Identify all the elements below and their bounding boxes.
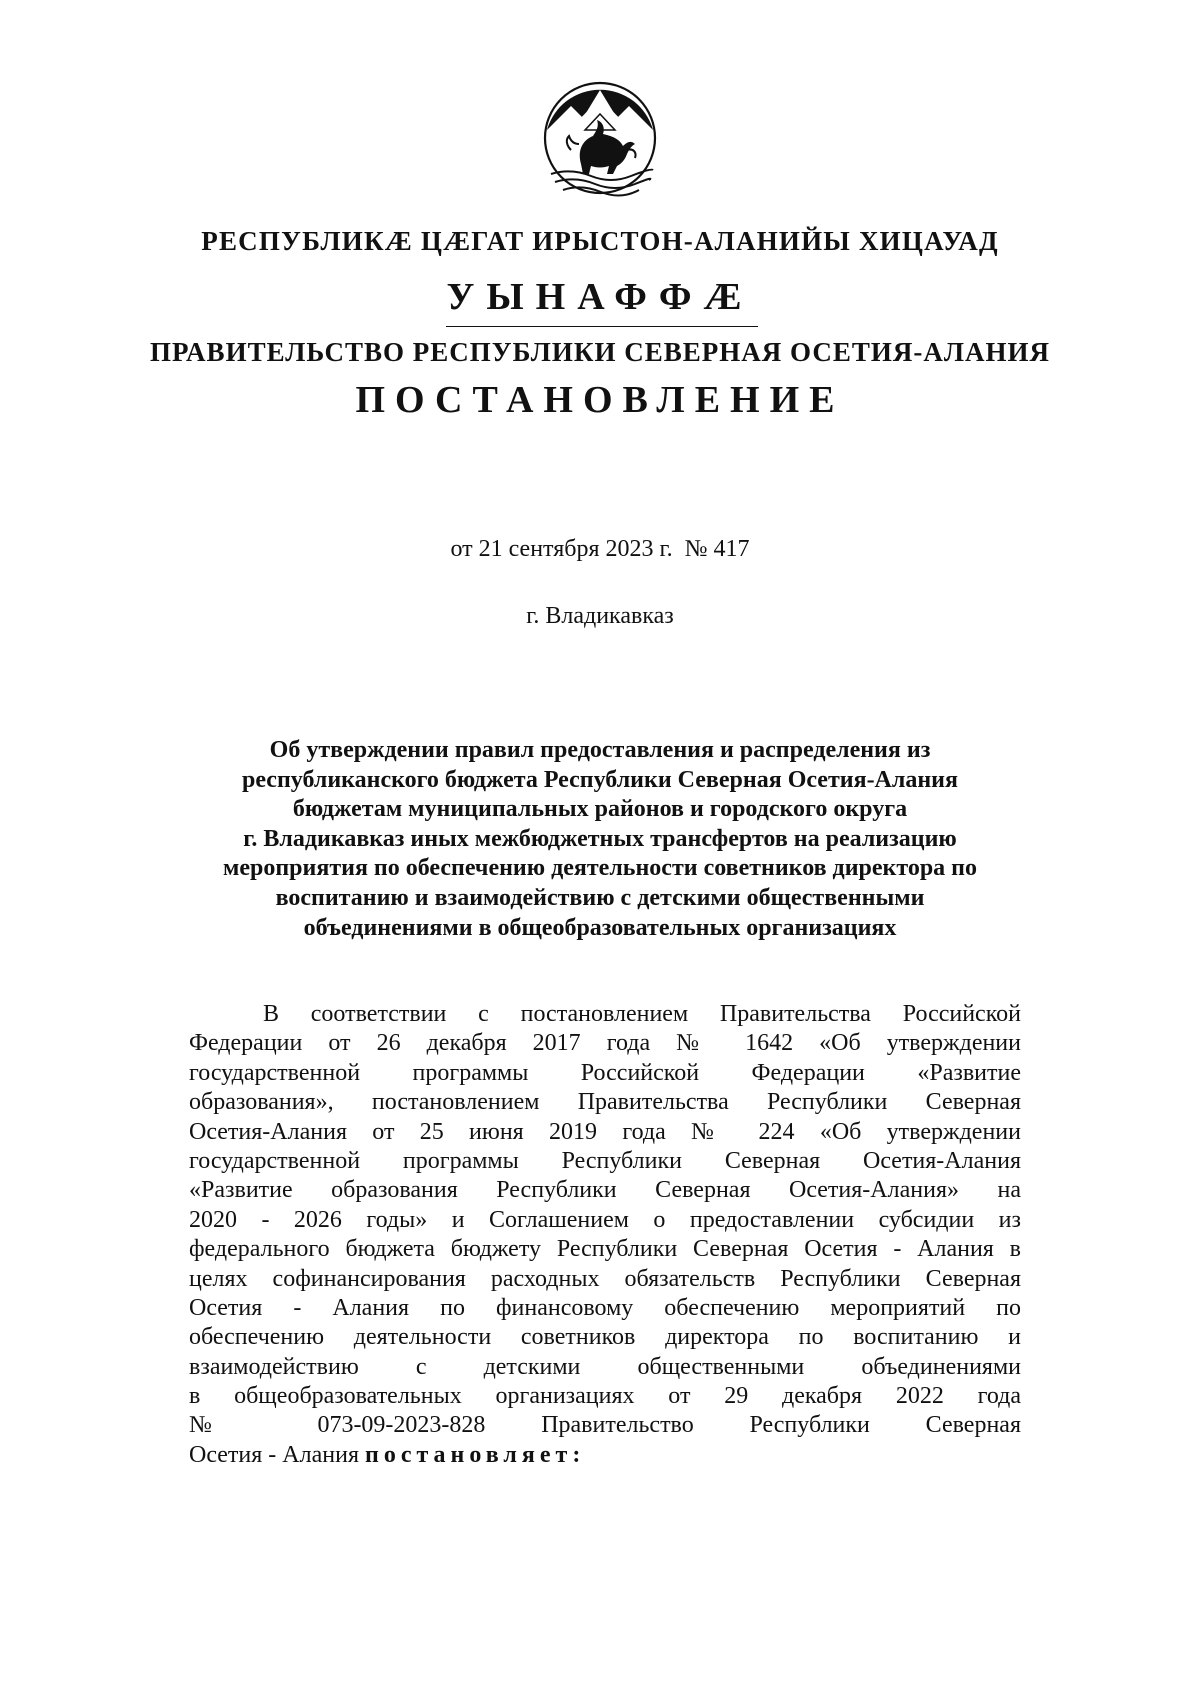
- title-line: г. Владикавказ иных межбюджетных трансфертов на реализацию: [243, 825, 957, 852]
- body-line: федерального бюджета бюджету Республики Северная Осетия - Алания в: [189, 1236, 1021, 1263]
- coat-of-arms-icon: [541, 78, 659, 206]
- document-body: [189, 1000, 1021, 1470]
- body-line: обеспечению деятельности советников директора по воспитанию и: [189, 1324, 1021, 1351]
- ossetian-government-name: РЕСПУБЛИКÆ ЦÆГАТ ИРЫСТОН-АЛАНИЙЫ ХИЦАУАД: [201, 226, 999, 256]
- body-final-line: [189, 1441, 1021, 1470]
- title-line: бюджетам муниципальных районов и городского округа: [292, 796, 908, 823]
- body-line: Осетия-Алания от 25 июня 2019 года № 224 «Об утверждении: [189, 1118, 1021, 1145]
- body-line: 2020 - 2026 годы» и Соглашением о предоставлении субсидии из: [189, 1206, 1021, 1233]
- title-line: воспитанию и взаимодействию с детскими общественными: [275, 884, 925, 911]
- ossetian-document-type: УЫНАФФÆ: [446, 276, 754, 318]
- title-line: объединениями в общеобразовательных организациях: [303, 914, 897, 941]
- body-line: № 073-09-2023-828 Правительство Республики Северная: [189, 1412, 1021, 1439]
- body-line: государственной программы Республики Северная Осетия-Алания: [189, 1147, 1021, 1174]
- body-final-text: Осетия - Алания: [189, 1441, 365, 1468]
- title-line: республиканского бюджета Республики Северная Осетия-Алания: [242, 766, 958, 793]
- body-line: «Развитие образования Республики Северная Осетия-Алания» на: [189, 1177, 1021, 1204]
- russian-document-type: ПОСТАНОВЛЕНИЕ: [355, 379, 845, 421]
- body-line: целях софинансирования расходных обязательств Республики Северная: [189, 1265, 1021, 1292]
- document-title: [150, 736, 1050, 943]
- russian-government-name: ПРАВИТЕЛЬСТВО РЕСПУБЛИКИ СЕВЕРНАЯ ОСЕТИЯ-АЛАНИЯ: [150, 337, 1050, 367]
- body-line: в общеобразовательных организациях от 29 декабря 2022 года: [189, 1383, 1021, 1410]
- body-line: образования», постановлением Правительства Республики Северная: [189, 1089, 1021, 1116]
- title-line: мероприятия по обеспечению деятельности советников директора по: [222, 855, 978, 882]
- body-line: взаимодействию с детскими общественными объединениями: [189, 1353, 1021, 1380]
- body-line: государственной программы Российской Федерации «Развитие: [189, 1059, 1021, 1086]
- body-line: Федерации от 26 декабря 2017 года № 1642 «Об утверждении: [189, 1030, 1021, 1057]
- title-line: Об утверждении правил предоставления и распределения из: [269, 737, 931, 763]
- document-date-number: от 21 сентября 2023 г. № 417: [450, 536, 750, 562]
- body-line: Осетия - Алания по финансовому обеспечению мероприятий по: [189, 1294, 1021, 1321]
- body-line: В соответствии с постановлением Правительства Российской: [263, 1001, 1021, 1027]
- document-city: г. Владикавказ: [526, 603, 674, 629]
- resolution-keyword: постановляет:: [364, 1441, 586, 1468]
- header-divider: [446, 326, 758, 327]
